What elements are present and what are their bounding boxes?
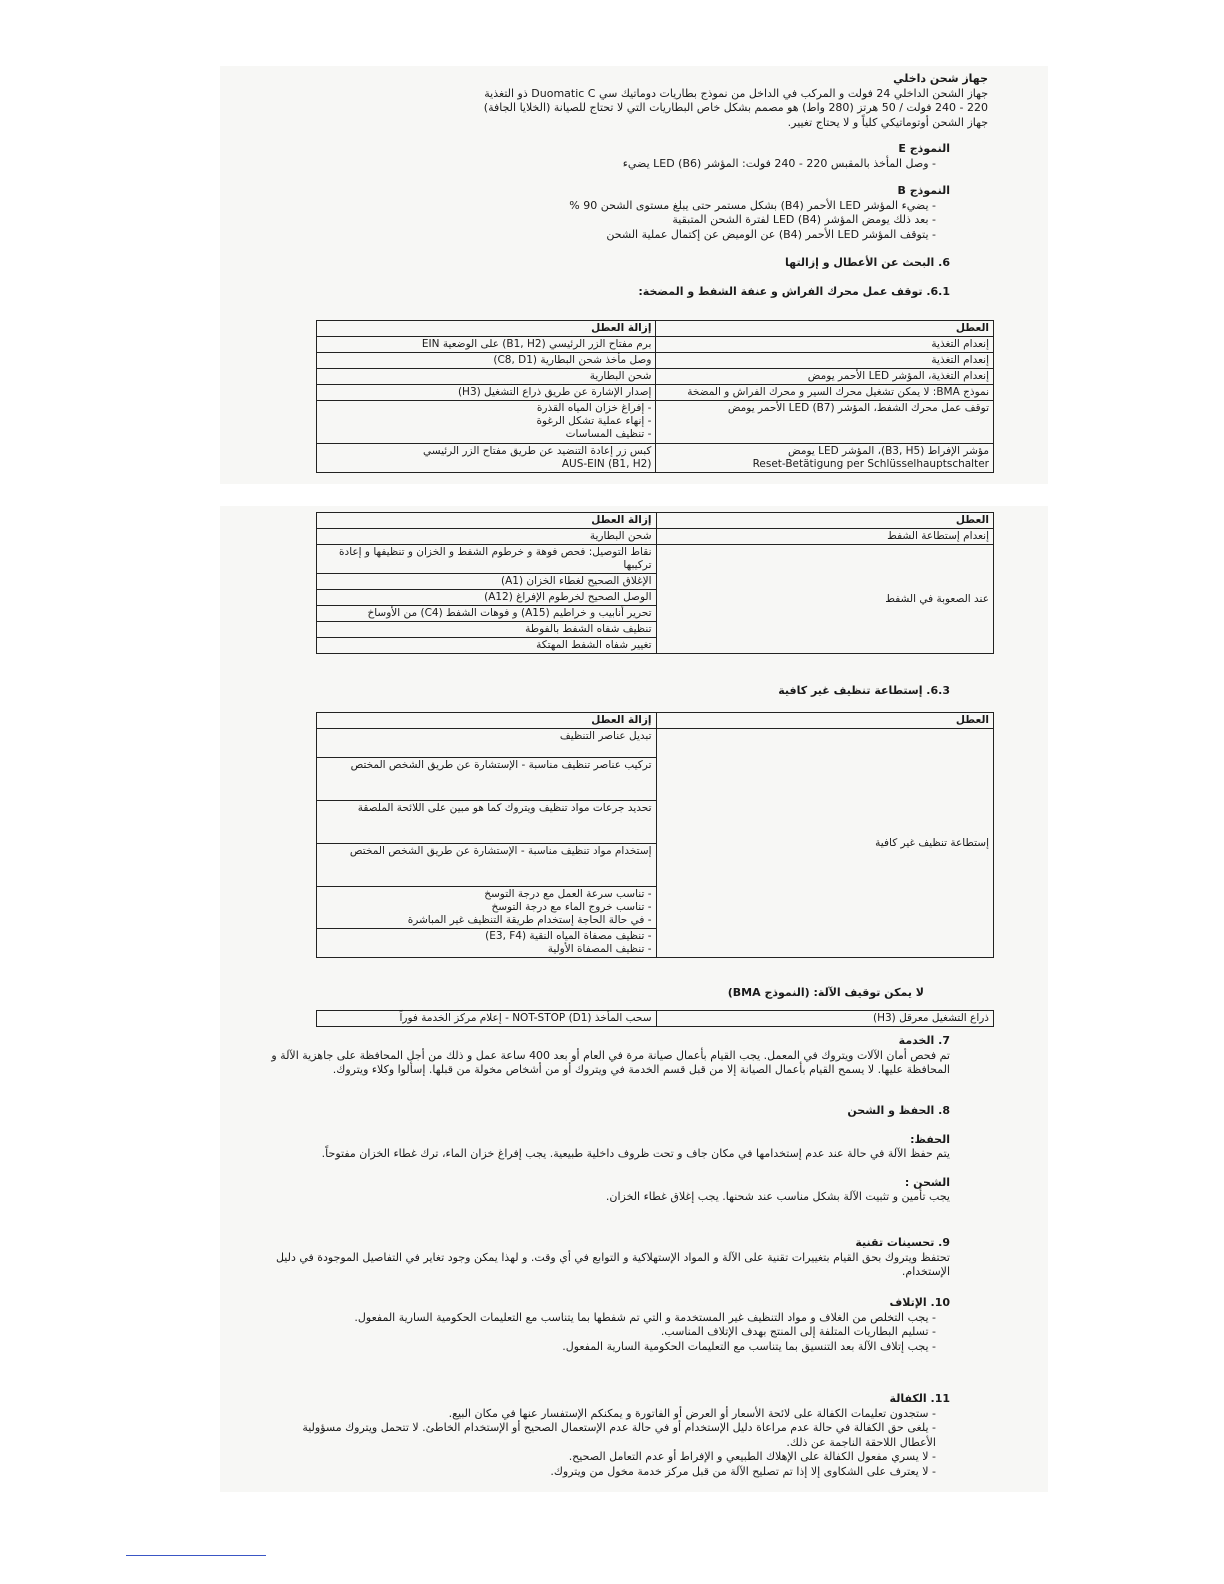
section-7-title: 7. الخدمة (898, 1034, 950, 1047)
fix-cell: الإغلاق الصحيح لغطاء الخزان (A1) (317, 574, 657, 590)
table2-head-fix: إزالة العطل (317, 513, 657, 529)
table-row (317, 385, 994, 401)
fix-cell: تحديد جرعات مواد تنظيف ويتروك كما هو مبين على اللائحة الملصقة (317, 801, 657, 844)
footnote-rule (126, 1555, 266, 1556)
fix-cell: الوصل الصحيح لخرطوم الإفراغ (A12) (317, 590, 657, 606)
fault-cell: إنعدام إستطاعة الشفط (656, 529, 994, 545)
table-row (317, 401, 994, 444)
charger-line-2: 220 - 240 فولت / 50 هرتز (280 واط) هو مصمم بشكل خاص البطاريات التي لا تحتاج للصيانة (الخلايا الجافة) (483, 101, 988, 114)
fault-cell: إنعدام التغذية (656, 337, 994, 353)
model-b-item: - بعد ذلك يومض المؤشر LED (B4) لفترة الشحن المتبقية (350, 213, 936, 228)
fault-cell: نموذج BMA: لا يمكن تشغيل محرك السير و محرك الفراش و المضخة (656, 385, 994, 401)
table1-head-fix: إزالة العطل (317, 321, 656, 337)
table-row (317, 337, 994, 353)
table-row (317, 369, 994, 385)
section-6-title: 6. البحث عن الأعطال و إزالتها (785, 256, 950, 269)
fault-cell: عند الصعوبة في الشفط (656, 545, 994, 654)
section-7-body: تم فحص أمان الآلات ويتروك في المعمل. يجب القيام بأعمال صيانة مرة في العام أو بعد 400 ساعة عمل و ذلك من أجل المحافظة على جاهزية الآلة و المحافظة عليها. لا يسمح القيام بأعمال الصيانة إلا من قبل قسم الخدمة في ويتروك أو من أشخاص مخولة من قبلها. إسألوا وكلاء ويتروك. (271, 1048, 950, 1076)
model-b-section (350, 184, 950, 242)
section-8-title: 8. الحفظ و الشحن (847, 1104, 950, 1117)
disposal-item: - يجب التخلص من الغلاف و مواد التنظيف غير المستخدمة و التي تم شفطها بما يتناسب مع التعليمات الحكومية السارية المفعول. (270, 1311, 936, 1326)
warranty-item: - ستجدون تعليمات الكفالة على لائحة الأسعار أو العرض أو الفاتورة و يمكنكم الإستفسار عنها في مكان البيع. (270, 1407, 936, 1422)
table-row (317, 353, 994, 369)
warranty-item: - لا يسري مفعول الكفالة على الإهلاك الطبيعي و الإفراط أو عدم التعامل الصحيح. (270, 1450, 936, 1465)
fix-cell: تركيب عناصر تنظيف مناسبة - الإستشارة عن طريق الشخص المختص (317, 758, 657, 801)
fault-table-1 (316, 320, 994, 473)
fix-cell: تحرير أنابيب و خراطيم (A15) و فوهات الشفط (C4) من الأوساخ (317, 606, 657, 622)
fix-cell: شحن البطارية (317, 529, 657, 545)
fault-cell: إستطاعة تنظيف غير كافية (656, 729, 993, 958)
fix-cell: تبديل عناصر التنظيف (317, 729, 657, 758)
model-b-title: النموذج B (897, 184, 950, 197)
fix-cell: تغيير شفاه الشفط المهتكة (317, 638, 657, 654)
table-row (317, 729, 994, 758)
table3-head-fix: إزالة العطل (317, 713, 657, 729)
table-row (317, 529, 994, 545)
storage-body: يتم حفظ الآلة في حالة عند عدم إستخدامها في مكان جاف و تحت ظروف داخلية طبيعية. يجب إفراغ خزان الماء، ترك غطاء الخزان مفتوحاً. (321, 1147, 950, 1160)
shipping-title: الشحن : (904, 1175, 950, 1189)
fix-cell: - إفراغ خزان المياه القذرة - إنهاء عملية تشكل الرغوة - تنظيف المساسات (317, 401, 656, 444)
fault-cell: إنعدام التغذية (656, 353, 994, 369)
fault-cell: توقف عمل محرك الشفط، المؤشر LED (B7) الأحمر يومض (656, 401, 994, 444)
warranty-item: - لا يعترف على الشكاوى إلا إذا تم تصليح الآلة من قبل مركز خدمة مخول من ويتروك. (270, 1465, 936, 1480)
charger-line-3: جهاز الشحن أوتوماتيكي كلياً و لا يحتاج تغيير. (787, 115, 988, 129)
table3-head-fault: العطل (656, 713, 993, 729)
section-11-title: 11. الكفالة (889, 1392, 950, 1405)
fix-cell: وصل مأخذ شحن البطارية (C8, D1) (317, 353, 656, 369)
section-10-title: 10. الإتلاف (889, 1296, 950, 1309)
disposal-item: - يجب إتلاف الآلة بعد التنسيق بما يتناسب مع التعليمات الحكومية السارية المفعول. (270, 1340, 936, 1355)
fix-cell: إصدار الإشارة عن طريق ذراع التشغيل (H3) (317, 385, 656, 401)
shipping-body: يجب تأمين و تثبيت الآلة بشكل مناسب عند شحنها. يجب إغلاق غطاء الخزان. (605, 1190, 950, 1203)
model-e-section (350, 142, 950, 171)
section-9 (270, 1236, 950, 1280)
warranty-item: - يلغى حق الكفالة في حالة عدم مراعاة دليل الإستخدام أو في حالة عدم الإستعمال الصحيح أو الإستخدام الخاطئ. لا تتحمل ويتروك مسؤولية الأعطال اللاحقة الناجمة عن ذلك. (270, 1421, 936, 1450)
fault-table-2 (316, 512, 994, 654)
storage-title: الحفظ: (910, 1132, 950, 1146)
stop-section-title: لا يمكن توقيف الآلة: (النموذج BMA) (727, 986, 924, 999)
section-10 (270, 1296, 950, 1354)
fix-cell: برم مفتاح الزر الرئيسي (B1, H2) على الوضعية EIN (317, 337, 656, 353)
charger-title: جهاز شحن داخلي (893, 72, 988, 85)
fix-cell: كبس زر إعادة التنضيد عن طريق مفتاح الزر الرئيسي AUS-EIN (B1, H2) (317, 444, 656, 473)
fault-table-3 (316, 712, 994, 958)
model-b-item: - يتوقف المؤشر LED الأحمر (B4) عن الوميض عن إكتمال عملية الشحن (350, 228, 936, 243)
charger-line-1: جهاز الشحن الداخلي 24 فولت و المركب في الداخل من نموذج بطاريات دوماتيك سي Duomatic C ذو التغذية (484, 86, 988, 100)
disposal-item: - تسليم البطاريات المتلفة إلى المنتج بهدف الإتلاف المناسب. (270, 1325, 936, 1340)
fix-cell: - تناسب سرعة العمل مع درجة التوسخ - تناسب خروج الماء مع درجة التوسخ - في حالة الحاجة إستخدام طريقة التنظيف غير المباشرة (317, 887, 657, 929)
table-row (317, 545, 994, 574)
model-b-item: - يضيء المؤشر LED الأحمر (B4) بشكل مستمر حتى يبلغ مستوى الشحن 90 % (350, 199, 936, 214)
charger-section (298, 72, 988, 130)
fix-cell: تنظيف شفاه الشفط بالفوطة (317, 622, 657, 638)
table2-head-fault: العطل (656, 513, 994, 529)
fault-cell: إنعدام التغذية، المؤشر LED الأحمر يومض (656, 369, 994, 385)
section-7 (270, 1034, 950, 1078)
fault-cell: مؤشر الإفراط (B3, H5)، المؤشر LED يومض Reset-Betätigung per Schlüsselhauptschalter (656, 444, 994, 473)
section-8 (270, 1104, 950, 1205)
section-11 (270, 1392, 950, 1479)
section-6-1-title: 6.1. توقف عمل محرك الفراش و عنفة الشفط و المضخة: (638, 285, 950, 298)
fault-table-4 (316, 1010, 994, 1027)
table-row (317, 1011, 994, 1027)
section-9-title: 9. تحسينات تقنية (855, 1236, 950, 1249)
fix-cell: شحن البطارية (317, 369, 656, 385)
section-6-3-title: 6.3. إستطاعة تنظيف غير كافية (778, 684, 950, 697)
section-9-body: تحتفظ ويتروك بحق القيام بتغييرات تقنية على الآلة و المواد الإستهلاكية و التوابع في أي وقت. و لهذا يمكن وجود تغاير في التفاصيل الموجودة في دليل الإستخدام. (275, 1250, 950, 1278)
model-e-title: النموذج E (898, 142, 950, 155)
fix-cell: إستخدام مواد تنظيف مناسبة - الإستشارة عن طريق الشخص المختص (317, 844, 657, 887)
fix-cell: نقاط التوصيل: فحص فوهة و خرطوم الشفط و الخزان و تنظيفها و إعادة تركيبها (317, 545, 657, 574)
fault-cell: ذراع التشغيل معرقل (H3) (656, 1011, 994, 1027)
model-e-item: - وصل المأخذ بالمقبس 220 - 240 فولت: المؤشر LED (B6) يضيء (350, 157, 936, 172)
table-row (317, 444, 994, 473)
table1-head-fault: العطل (656, 321, 994, 337)
fix-cell: - تنظيف مصفاة المياه النقية (E3, F4) - تنظيف المصفاة الأولية (317, 929, 657, 958)
fix-cell: سحب المأخذ NOT-STOP (D1) - إعلام مركز الخدمة فوراً (317, 1011, 657, 1027)
